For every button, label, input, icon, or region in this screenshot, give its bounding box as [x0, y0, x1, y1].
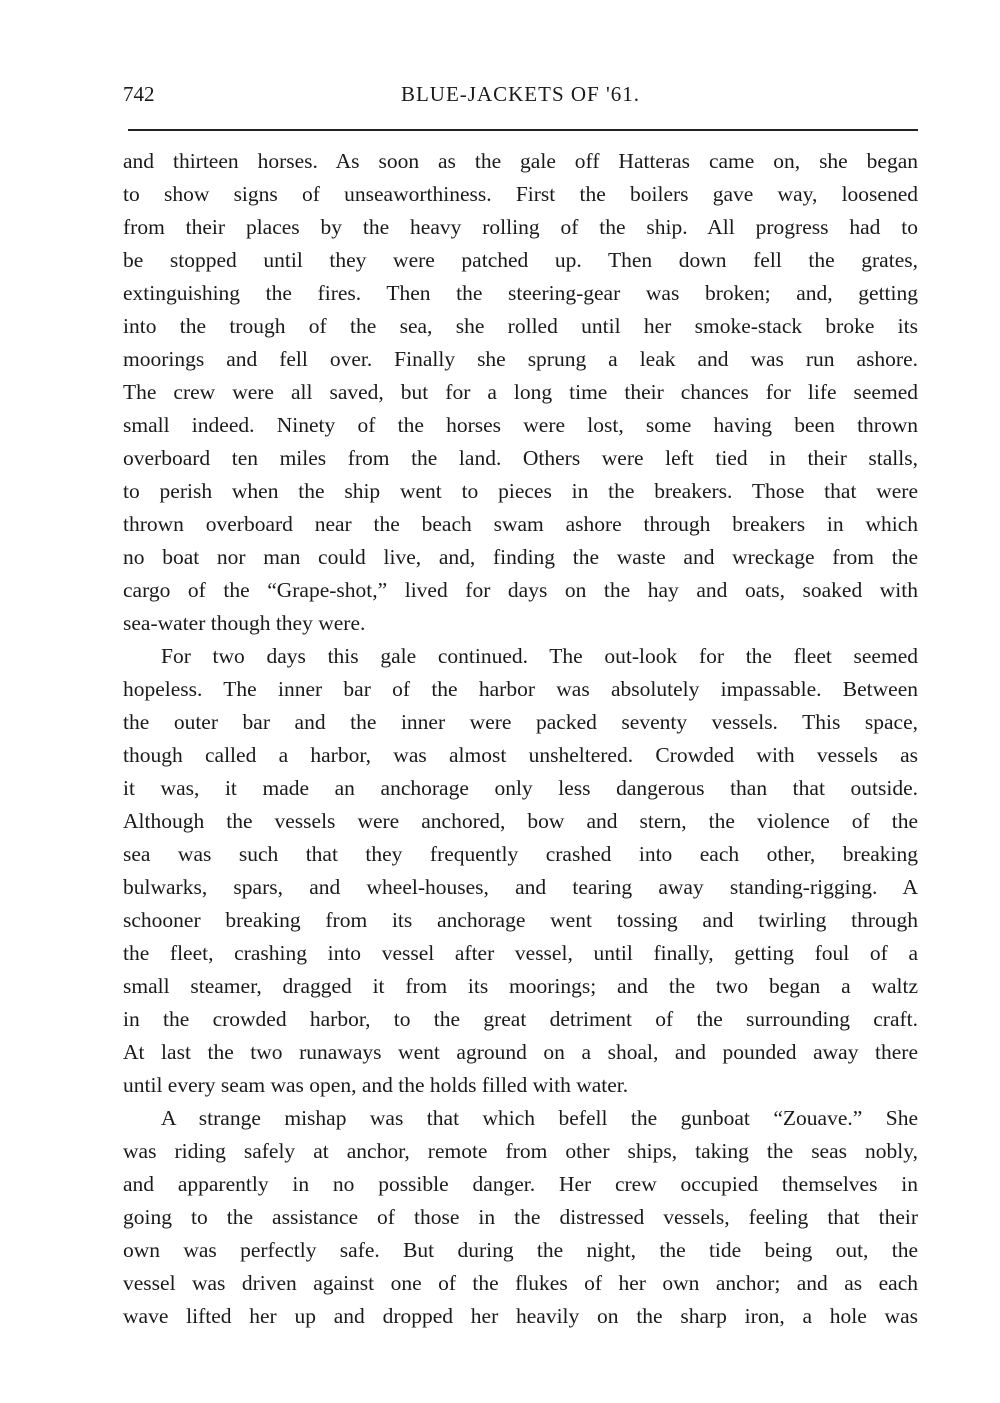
text-line: bulwarks, spars, and wheel-houses, and tearing away standing-rigging. A [123, 875, 918, 899]
text-line: schooner breaking from its anchorage went tossing and twirling through [123, 908, 918, 932]
text-line: going to the assistance of those in the distressed vessels, feeling that their [123, 1205, 918, 1229]
text-line: sea was such that they frequently crashed into each other, breaking [123, 842, 918, 866]
paragraph [123, 145, 918, 640]
paragraph [123, 640, 918, 1102]
text-line: though called a harbor, was almost unsheltered. Crowded with vessels as [123, 743, 918, 767]
text-line: The crew were all saved, but for a long time their chances for life seemed [123, 380, 918, 404]
text-line: extinguishing the fires. Then the steering-gear was broken; and, getting [123, 281, 918, 305]
text-line: sea-water though they were. [123, 611, 366, 635]
header-rule [128, 129, 918, 131]
text-line: the outer bar and the inner were packed seventy vessels. This space, [123, 710, 918, 734]
paragraph [123, 1102, 918, 1333]
text-line: be stopped until they were patched up. Then down fell the grates, [123, 248, 918, 272]
running-header [123, 82, 918, 112]
text-line: moorings and fell over. Finally she sprung a leak and was run ashore. [123, 347, 918, 371]
text-line: small indeed. Ninety of the horses were lost, some having been thrown [123, 413, 918, 437]
text-line: A strange mishap was that which befell the gunboat “Zouave.” She [161, 1106, 918, 1130]
text-line: Although the vessels were anchored, bow and stern, the violence of the [123, 809, 918, 833]
text-line: from their places by the heavy rolling of the ship. All progress had to [123, 215, 918, 239]
text-line: in the crowded harbor, to the great detriment of the surrounding craft. [123, 1007, 918, 1031]
text-line: was riding safely at anchor, remote from other ships, taking the seas nobly, [123, 1139, 918, 1163]
text-line: For two days this gale continued. The out-look for the fleet seemed [161, 644, 918, 668]
text-line: vessel was driven against one of the flukes of her own anchor; and as each [123, 1271, 918, 1295]
text-line: until every seam was open, and the holds filled with water. [123, 1073, 629, 1097]
running-title: BLUE-JACKETS OF '61. [400, 82, 641, 106]
text-line: to show signs of unseaworthiness. First the boilers gave way, loosened [123, 182, 918, 206]
text-line: own was perfectly safe. But during the night, the tide being out, the [123, 1238, 918, 1262]
body-text [123, 145, 918, 1333]
text-line: and thirteen horses. As soon as the gale off Hatteras came on, she began [123, 149, 918, 173]
text-line: to perish when the ship went to pieces in the breakers. Those that were [123, 479, 918, 503]
text-line: hopeless. The inner bar of the harbor was absolutely impassable. Between [123, 677, 918, 701]
text-line: the fleet, crashing into vessel after vessel, until finally, getting foul of a [123, 941, 918, 965]
text-line: and apparently in no possible danger. Her crew occupied themselves in [123, 1172, 918, 1196]
text-line: At last the two runaways went aground on a shoal, and pounded away there [123, 1040, 918, 1064]
page-number: 742 [123, 82, 155, 106]
text-line: no boat nor man could live, and, finding the waste and wreckage from the [123, 545, 918, 569]
text-line: wave lifted her up and dropped her heavily on the sharp iron, a hole was [123, 1304, 918, 1328]
text-line: small steamer, dragged it from its moorings; and the two began a waltz [123, 974, 918, 998]
text-line: it was, it made an anchorage only less dangerous than that outside. [123, 776, 918, 800]
text-line: overboard ten miles from the land. Others were left tied in their stalls, [123, 446, 918, 470]
text-line: cargo of the “Grape-shot,” lived for days on the hay and oats, soaked with [123, 578, 918, 602]
text-line: into the trough of the sea, she rolled until her smoke-stack broke its [123, 314, 918, 338]
text-line: thrown overboard near the beach swam ashore through breakers in which [123, 512, 918, 536]
